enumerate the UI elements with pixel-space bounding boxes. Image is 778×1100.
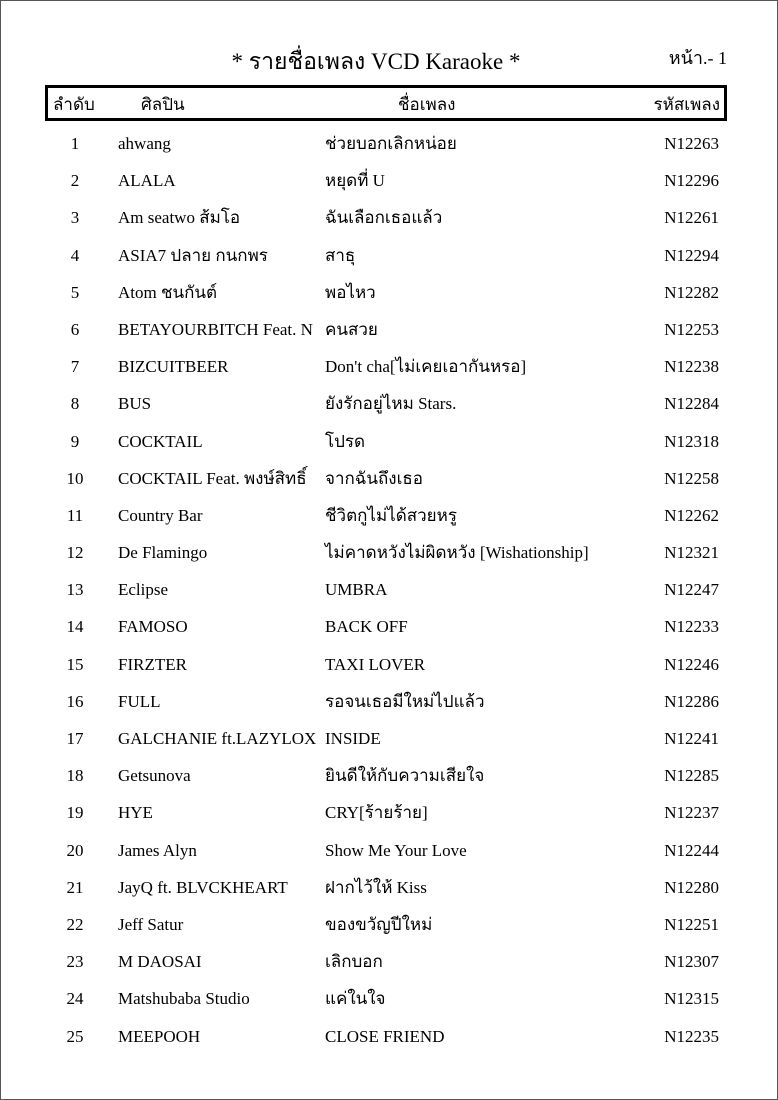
row-number: 24 [66,989,84,1009]
row-artist: ahwang [118,134,171,153]
row-artist: FAMOSO [118,617,188,637]
row-number: 2 [70,171,80,191]
header-artist: ศิลปิน [141,95,185,114]
row-number: 14 [66,617,84,637]
row-number: 4 [70,245,80,265]
row-song-title: CRY[ร้ายร้าย] [325,803,428,823]
table-row [1,460,778,497]
row-song-title: คนสวย [325,319,378,339]
row-artist: De Flamingo [118,543,208,563]
row-song-code: N12253 [664,319,719,339]
row-song-code: N12237 [664,803,719,823]
row-song-title: CLOSE FRIEND [325,1026,445,1046]
row-number: 7 [70,357,80,377]
row-song-title: ยินดีให้กับความเสียใจ [325,766,485,786]
song-table-body [1,125,778,1055]
table-row [1,720,778,757]
row-artist: Country Bar [118,505,203,525]
table-row [1,608,778,645]
row-number: 20 [66,840,84,860]
row-artist: BUS [118,394,152,414]
row-song-title: จากฉันถึงเธอ [325,468,423,488]
row-song-code: N12321 [664,543,719,563]
row-song-code: N12294 [664,245,719,265]
row-song-title: ชีวิตกูไม่ได้สวยหรู [325,505,457,525]
row-artist: MEEPOOH [118,1026,201,1046]
row-song-title: UMBRA [325,580,388,600]
table-row [1,757,778,794]
table-row [1,423,778,460]
row-song-code: N12235 [664,1026,719,1046]
row-song-code: N12261 [664,208,719,228]
row-song-title: TAXI LOVER [325,654,426,674]
row-number: 9 [70,431,80,451]
table-row [1,162,778,199]
row-song-code: N12251 [664,914,719,934]
row-song-title: ของขวัญปีใหม่ [325,914,433,934]
table-row [1,199,778,236]
row-song-code: N12263 [664,134,719,153]
document-title: * รายชื่อเพลง VCD Karaoke * [231,49,521,74]
row-number: 3 [70,208,80,228]
row-song-title: ช่วยบอกเลิกหน่อย [325,134,457,153]
row-artist: ALALA [118,171,176,191]
row-number: 8 [70,394,80,414]
row-number: 15 [66,654,84,674]
row-artist: FULL [118,691,161,711]
row-number: 17 [66,729,84,748]
row-artist: GALCHANIE ft.LAZYLOX [118,729,317,748]
row-song-code: N12318 [664,431,719,451]
header-song: ชื่อเพลง [398,95,456,114]
row-song-code: N12280 [664,877,719,897]
row-song-title: แค่ในใจ [325,989,386,1009]
row-artist: Am seatwo ส้มโอ [118,208,241,228]
row-number: 25 [66,1026,84,1046]
row-number: 12 [66,543,84,563]
row-artist: Getsunova [118,766,191,786]
row-song-code: N12262 [664,505,719,525]
row-song-code: N12307 [664,952,719,972]
table-row [1,1018,778,1055]
row-song-code: N12258 [664,468,719,488]
row-number: 1 [70,134,80,153]
header-code: รหัสเพลง [653,95,720,114]
row-artist: COCKTAIL [118,431,203,451]
table-row [1,980,778,1017]
row-number: 16 [66,691,84,711]
row-song-code: N12315 [664,989,719,1009]
row-number: 13 [66,580,84,600]
row-song-title: รอจนเธอมีใหม่ไปแล้ว [325,691,485,711]
table-row [1,348,778,385]
table-header [45,85,727,121]
row-artist: JayQ ft. BLVCKHEART [118,877,288,897]
table-row [1,683,778,720]
table-row [1,943,778,980]
row-song-title: โปรด [325,431,366,451]
row-number: 11 [66,505,84,525]
row-song-code: N12284 [664,394,719,414]
row-song-title: BACK OFF [325,617,408,637]
row-song-code: N12282 [664,282,719,302]
row-song-title: INSIDE [325,729,381,748]
table-row [1,125,778,162]
row-song-title: เลิกบอก [325,952,383,972]
row-song-title: ฉันเลือกเธอแล้ว [325,208,443,228]
row-song-title: สาธุ [325,245,356,265]
table-row [1,794,778,831]
row-artist: Eclipse [118,580,169,600]
row-artist: Matshubaba Studio [118,989,250,1009]
row-number: 18 [66,766,84,786]
page-number: หน้า.- 1 [668,48,727,68]
table-row [1,497,778,534]
row-song-title: หยุดที่ U [325,171,385,191]
row-artist: BETAYOURBITCH Feat. N [118,319,313,339]
table-row [1,311,778,348]
row-song-code: N12241 [664,729,719,748]
row-song-code: N12246 [664,654,719,674]
row-artist: HYE [118,803,153,823]
row-number: 10 [66,468,84,488]
row-song-title: Show Me Your Love [325,840,467,860]
row-song-title: Don't cha[ไม่เคยเอากันหรอ] [325,357,527,377]
row-artist: COCKTAIL Feat. พงษ์สิทธิ์ [118,468,307,488]
row-song-code: N12244 [664,840,719,860]
table-row [1,534,778,571]
row-song-title: ยังรักอยู่ไหม Stars. [325,394,457,414]
row-song-code: N12247 [664,580,719,600]
table-row [1,274,778,311]
row-song-title: ไม่คาดหวังไม่ผิดหวัง [Wishationship] [325,543,589,563]
table-row [1,571,778,608]
row-artist: Atom ชนกันต์ [118,282,218,302]
row-number: 6 [70,319,80,339]
row-song-code: N12233 [664,617,719,637]
row-number: 23 [66,952,84,972]
header-no: ลำดับ [53,95,95,114]
table-row [1,646,778,683]
row-artist: Jeff Satur [118,914,184,934]
row-number: 19 [66,803,84,823]
row-artist: ASIA7 ปลาย กนกพร [118,245,268,265]
row-song-title: ฝากไว้ให้ Kiss [325,877,427,897]
table-row [1,385,778,422]
row-artist: M DAOSAI [118,952,202,972]
row-artist: BIZCUITBEER [118,357,229,377]
table-row [1,906,778,943]
row-song-code: N12296 [664,171,719,191]
table-row [1,237,778,274]
row-song-code: N12286 [664,691,719,711]
row-artist: James Alyn [118,840,197,860]
row-number: 5 [70,282,80,302]
row-song-code: N12285 [664,766,719,786]
table-row [1,869,778,906]
row-number: 21 [66,877,84,897]
row-number: 22 [66,914,84,934]
table-row [1,832,778,869]
row-artist: FIRZTER [118,654,187,674]
row-song-code: N12238 [664,357,719,377]
row-song-title: พอไหว [325,282,376,302]
